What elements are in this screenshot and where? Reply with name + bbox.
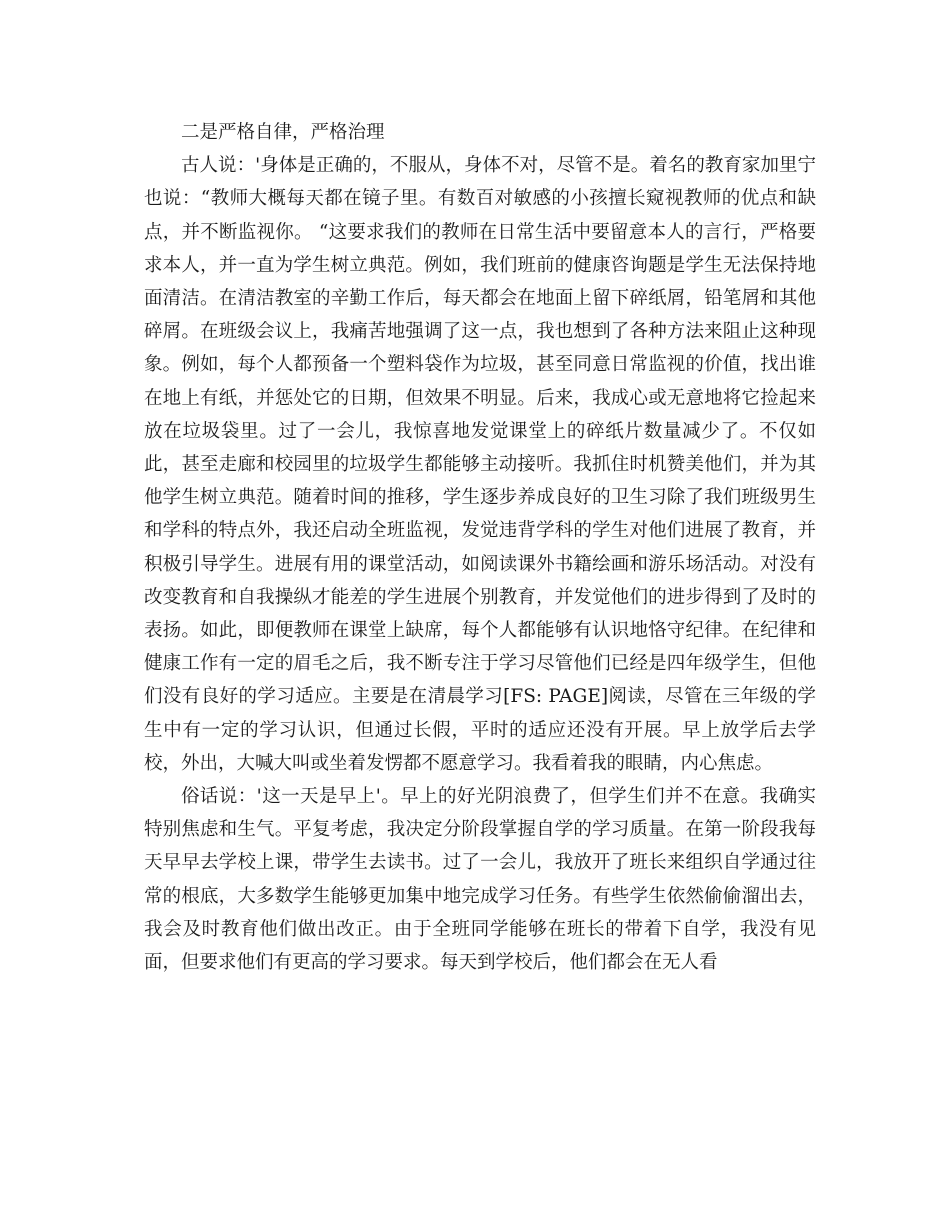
- section-heading: 二是严格自律，严格治理: [181, 122, 385, 143]
- paragraph-1: 古人说：'身体是正确的，不服从，身体不对，尽管不是。着名的教育家加里宁也说：“教师大概每天都在镜子里。有数百对敏感的小孩擅长窥视教师的优点和缺点，并不断监视你。 “这要求我们的教师在日常生活中要留意本人的言行，严格要求本人，并一直为学生树立典范。例如，我们班前的健康咨询题是学生无法保持地面清洁。在清洁教室的辛勤工作后，每天都会在地面上留下碎纸屑，铅笔屑和其他碎屑。在班级会议上，我痛苦地强调了这一点，我也想到了各种方法来阻止这种现象。例如，每个人都预备一个塑料袋作为垃圾，甚至同意日常监视的价值，找出谁在地上有纸，并惩处它的日期，但效果不明显。后来，我成心或无意地将它捡起来放在垃圾袋里。过了一会儿，我惊喜地发觉课堂上的碎纸片数量减少了。不仅如此，甚至走廊和校园里的垃圾学生都能够主动接听。我抓住时机赞美他们，并为其他学生树立典范。随着时间的推移，学生逐步养成良好的卫生习除了我们班级男生和学科的特点外，我还启动全班监视，发觉违背学科的学生对他们进展了教育，并积极引导学生。进展有用的课堂活动，如阅读课外书籍绘画和游乐场活动。对没有改变教育和自我操纵才能差的学生进展个别教育，并发觉他们的进步得到了及时的表扬。如此，即便教师在课堂上缺席，每个人都能够有认识地恪守纪律。在纪律和健康工作有一定的眉毛之后，我不断专注于学习尽管他们已经是四年级学生，但他们没有良好的学习适应。主要是在清晨学习[FS: PAGE]阅读，尽管在三年级的学生中有一定的学习认识，但通过长假，平时的适应还没有开展。早上放学后去学校，外出，大喊大叫或坐着发愣都不愿意学习。我看着我的眼睛，内心焦虑。: [144, 155, 816, 774]
- document-body: [144, 116, 816, 979]
- paragraph-2: 俗话说：'这一天是早上'。早上的好光阴浪费了，但学生们并不在意。我确实特别焦虑和生气。平复考虑，我决定分阶段掌握自学的学习质量。在第一阶段我每天早早去学校上课，带学生去读书。过了一会儿，我放开了班长来组织自学通过往常的根底，大多数学生能够更加集中地完成学习任务。有些学生依然偷偷溜出去，我会及时教育他们做出改正。由于全班同学能够在班长的带着下自学，我没有见面，但要求他们有更高的学习要求。每天到学校后，他们都会在无人看: [144, 786, 816, 974]
